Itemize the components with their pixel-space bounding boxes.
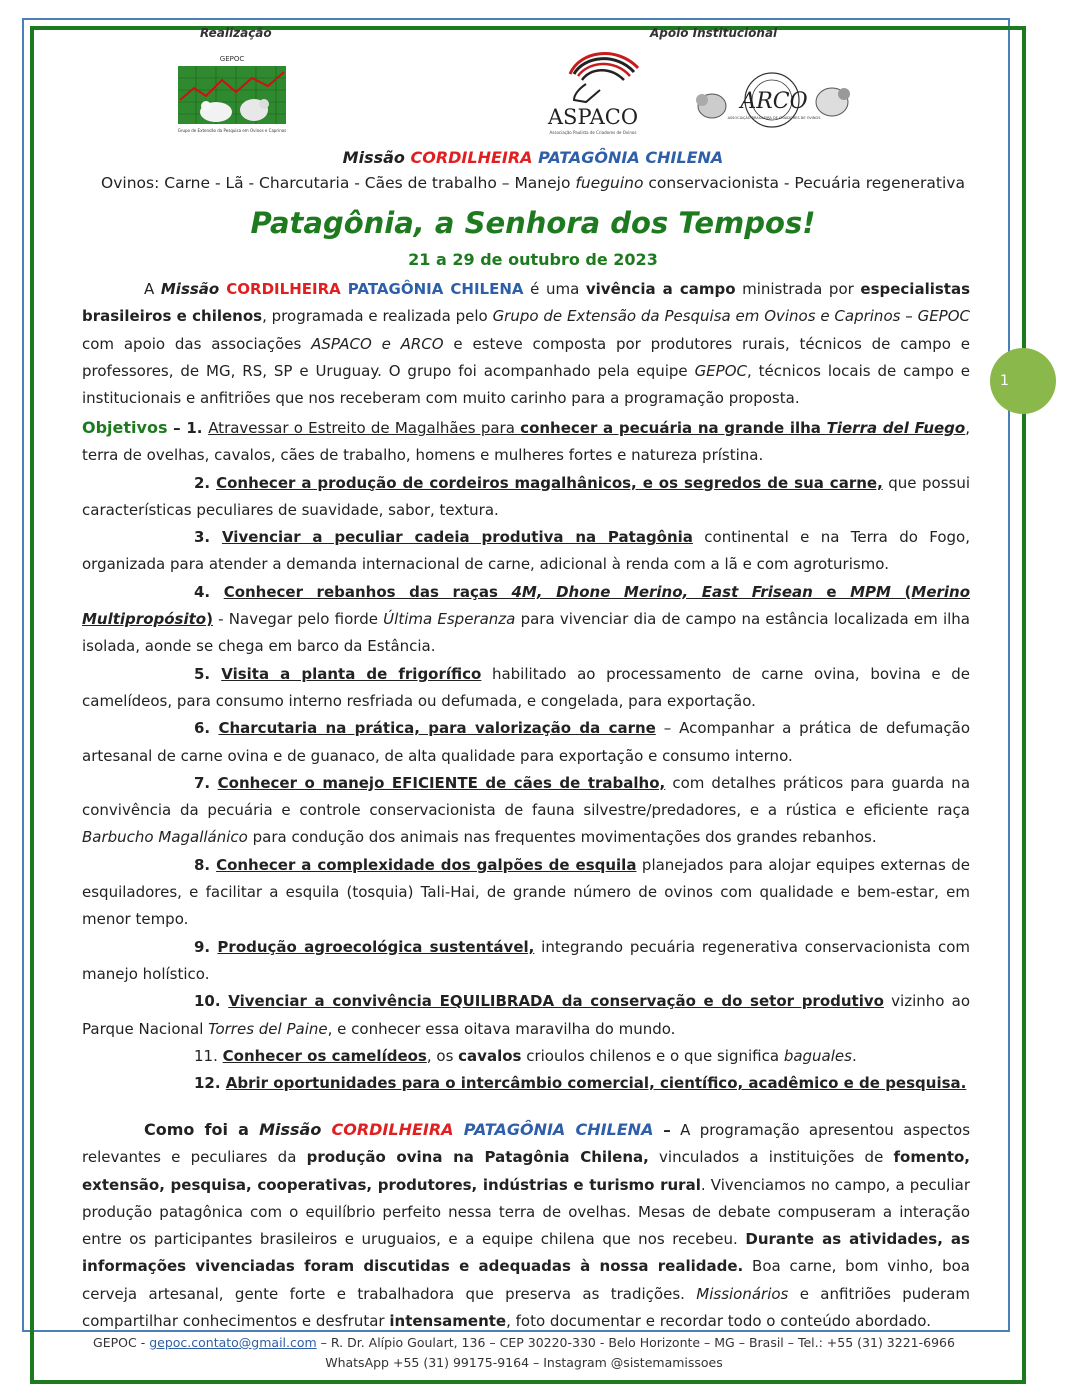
mission-title	[0, 148, 1066, 167]
footer-line-2: WhatsApp +55 (31) 99175-9164 – Instagram @sistemamissoes	[325, 1355, 723, 1370]
gepoc-logo-text: GEPOC	[219, 55, 245, 63]
footer	[30, 1333, 1018, 1373]
subtitle-fueguino: fueguino	[575, 174, 644, 192]
gepoc-logo-caption: Grupo de Extensão da Pesquisa em Ovinos e Caprinos	[177, 128, 287, 133]
arco-logo	[694, 72, 852, 128]
arco-logo-caption: ASSOCIAÇÃO BRASILEIRA DE CRIADORES DE OVINOS	[727, 116, 821, 120]
objective-7: 7. Conhecer o manejo EFICIENTE de cães de trabalho, com detalhes práticos para guarda na convivência da pecuária e controle conservacionista de fauna silvestre/predadores, e a rústica e eficiente raça Barbucho Magallánico para condução dos animais nas frequentes movimentações dos grandes rebanhos.	[82, 773, 971, 847]
aspaco-logo-text: ASPACO	[547, 105, 639, 129]
aspaco-logo-caption: Associação Paulista de Criadores de Ovinos	[549, 130, 637, 135]
patagonia-chilena-text: PATAGÔNIA CHILENA	[532, 148, 724, 167]
arco-logo-text: ARCO	[740, 89, 808, 114]
como-foi-paragraph: Como foi a Missão CORDILHEIRA PATAGÔNIA CHILENA – A programação apresentou aspectos relevantes e peculiares da produção ovina na Patagônia Chilena, vinculados a instituições de fomento, extensão, pesquisa, cooperativas, produtores, indústrias e turismo rural. Vivenciamos no campo, a peculiar produção patagônica com o equilíbrio perfeito nessa terra de ovelhas. Mesas de debate compuseram a interação entre os participantes brasileiros e uruguaios, e a equipe chilena que nos recebeu. Durante as atividades, as informações vivenciadas foram discutidas e adequadas à nossa realidade. Boa carne, bom vinho, boa cerveja artesanal, gente forte e trabalhadora que preserva as tradições. Missionários e anfitriões puderam compartilhar conhecimentos e desfrutar intensamente, foto documentar e recordar todo o conteúdo abordado.	[82, 1120, 971, 1331]
objective-5: 5. Visita a planta de frigorífico habilitado ao processamento de carne ovina, bovina e de camelídeos, para consumo interno resfriada ou defumada, e congelada, para exportação.	[82, 664, 970, 710]
objective-10: 10. Vivenciar a convivência EQUILIBRADA da conservação e do setor produtivo vizinho ao Parque Nacional Torres del Paine, e conhecer essa oitava maravilha do mundo.	[82, 992, 970, 1038]
subtitle-part-b: conservacionista - Pecuária regenerativa	[643, 174, 965, 192]
footer-email-link[interactable]: gepoc.contato@gmail.com	[149, 1335, 317, 1350]
page-number-badge: 1	[990, 348, 1056, 414]
objective-2: 2. Conhecer a produção de cordeiros magalhânicos, e os segredos de sua carne, que possui características peculiares de suavidade, sabor, textura.	[82, 473, 971, 519]
mission-prefix: Missão	[342, 148, 411, 167]
intro-paragraph: A Missão CORDILHEIRA PATAGÔNIA CHILENA é uma vivência a campo ministrada por especialistas brasileiros e chilenos, programada e realizada pelo Grupo de Extensão da Pesquisa em Ovinos e Caprinos – GEPOC com apoio das associações ASPACO e ARCO e esteve composta por produtores rurais, técnicos de campo e professores, de MG, RS, SP e Uruguay. O grupo foi acompanhado pela equipe GEPOC, técnicos locais de campo e institucionais e anfitriões que nos receberam com muito carinho para a programação proposta.	[82, 280, 971, 408]
objectives-label: Objetivos	[82, 418, 168, 437]
event-dates: 21 a 29 de outubro de 2023	[408, 250, 658, 269]
objective-12: 12. Abrir oportunidades para o intercâmbio comercial, científico, acadêmico e de pesquisa.	[194, 1074, 967, 1093]
objective-6: 6. Charcutaria na prática, para valorização da carne – Acompanhar a prática de defumação artesanal de carne ovina e de guanaco, de alta qualidade para exportação e consumo interno.	[82, 719, 970, 765]
objective-11: 11. Conhecer os camelídeos, os cavalos crioulos chilenos e o que significa baguales.	[194, 1046, 857, 1065]
objective-1: Objetivos – 1. Atravessar o Estreito de Magalhães para conhecer a pecuária na grande ilha Tierra del Fuego, terra de ovelhas, cavalos, cães de trabalho, homens e mulheres fortes e natureza prístina.	[82, 418, 971, 465]
gepoc-logo	[176, 54, 288, 134]
main-title: Patagônia, a Senhora dos Tempos!	[250, 206, 816, 240]
objective-9: 9. Produção agroecológica sustentável, integrando pecuária regenerativa conservacionista com manejo holístico.	[82, 937, 970, 983]
realizacao-label: Realização	[200, 26, 272, 40]
objective-3: 3. Vivenciar a peculiar cadeia produtiva na Patagônia continental e na Terra do Fogo, organizada para atender a demanda internacional de carne, adicional à renda com a lã e com agroturismo.	[82, 528, 970, 574]
footer-line-1: GEPOC - gepoc.contato@gmail.com – R. Dr. Alípio Goulart, 136 – CEP 30220-330 - Belo Horizonte – MG – Brasil – Tel.: +55 (31) 3221-6966	[93, 1335, 955, 1350]
subtitle-part-a: Ovinos: Carne - Lã - Charcutaria - Cães de trabalho – Manejo	[101, 174, 576, 192]
objectives-section	[82, 414, 970, 1097]
objective-8: 8. Conhecer a complexidade dos galpões de esquila planejados para alojar equipes externas de esquiladores, e facilitar a esquila (tosquia) Tali-Hai, de grande número de ovinos com qualidade e bem-estar, em menor tempo.	[82, 855, 970, 929]
cordilheira-text: CORDILHEIRA	[410, 148, 533, 167]
subtitle	[0, 174, 1066, 192]
apoio-label: Apoio Institucional	[650, 26, 778, 40]
objective-4: 4. Conhecer rebanhos das raças 4M, Dhone Merino, East Frisean e MPM (Merino Multipropósito) - Navegar pelo fiorde Última Esperanza para vivenciar dia de campo na estância localizada em ilha isolada, aonde se chega em barco da Estância.	[82, 582, 971, 656]
aspaco-logo	[540, 44, 646, 136]
